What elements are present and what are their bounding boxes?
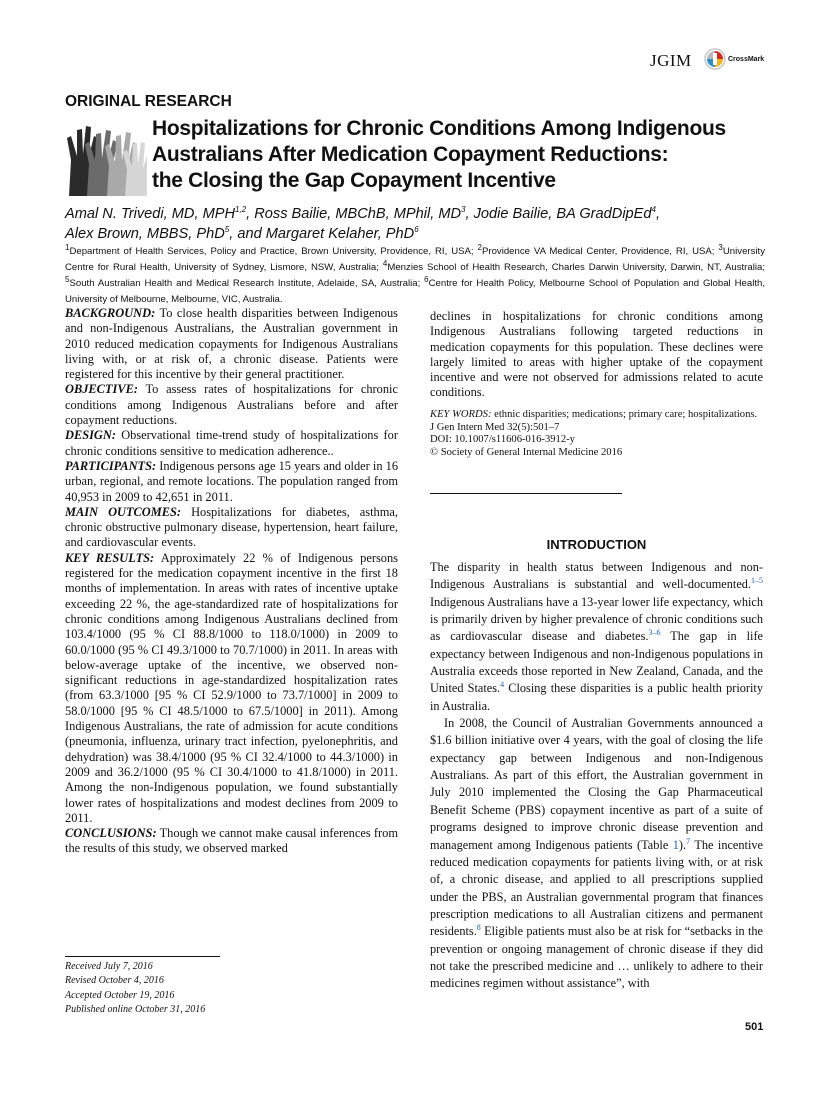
abstract-continued: declines in hospitalizations for chronic conditions among Indigenous Australians following targeted reductions in medication copayments for this population. These declines were largely limited to areas with higher uptake of the copayment incentive and were not observed for admissions related to acute conditions.	[430, 309, 763, 400]
affiliations	[65, 244, 765, 308]
abstract-label: DESIGN:	[65, 428, 116, 443]
author-name: Ross Bailie, MBChB, MPhil, MD	[254, 206, 462, 222]
affil-text: Centre for Health Policy, Melbourne School of Population and Global Health, University of Melbourne, Melbourne, VIC, Australia.	[65, 278, 765, 305]
abstract-label: BACKGROUND:	[65, 306, 156, 320]
intro-paragraph: In 2008, the Council of Australian Governments announced a $1.6 billion initiative over 4 years, with the goal of closing the life expectancy gap between Indigenous and non-Indigenous Australians. As part of this effort, the Australian government in July 2010 implemented the Closing the Gap Pharmaceutical Benefit Scheme (PBS) copayment incentive as part of a suite of programs designed to improve chronic disease prevention and management among Indigenous patients (Table 1).$^7$ The incentive reduced medication copayments for patients living with, or at risk of, a chronic disease, and applied to all prescriptions supplied under the PBS, an Australian governmental program that finances prescription medications to all Australian citizens and permanent residents.$^8$ Eligible patients must also be at risk for “setbacks in the prevention or ongoing management of chronic disease if they did not take the prescribed medicine and … unlikely to adhere to their medicines regimen without assistance”, with	[430, 716, 763, 991]
introduction-body	[430, 559, 763, 993]
date-published: Published online October 31, 2016	[65, 1004, 206, 1016]
abstract-label: OBJECTIVE:	[65, 382, 138, 397]
author-affil-sup: 6	[414, 225, 419, 235]
abstract-results: KEY RESULTS: Approximately 22 % of Indigenous persons registered for the medication copayment incentive in the first 18 months of implementation. In areas with rates of incentive uptake exceeding 22 %, the age-standardized rate of hospitalizations for chronic conditions among Indigenous Australians declined from 103.4/1000 (95 % CI 88.8/1000 to 118.0/1000) in 2009 to 60.0/1000 (95 % CI 49.3/1000 to 70.7/1000) in 2011. In areas with below-average uptake of the incentive, we observed non-significant reductions in age-standardized hospitalization rates (from 63.3/1000 [95 % CI 52.9/1000 to 73.7/1000] in 2009 to 58.0/1000 [95 % CI 48.5/1000 to 67.5/1000] in 2011). Among Indigenous Australians, the rate of admission for acute conditions (pneumonia, influenza, urinary tract infection, pyelonephritis, and dehydration) was 38.4/1000 (95 % CI 32.4/1000 to 44.3/1000) in 2009 and 36.2/1000 (95 % CI 30.4/1000 to 41.8/1000) in 2011. Among the non-Indigenous population, we found substantially lower rates of hospitalizations and modest declines from 2009 to 2011.	[65, 550, 398, 825]
page-number: 501	[745, 1021, 764, 1033]
divider	[430, 493, 622, 494]
abstract-background: BACKGROUND: To close health disparities between Indigenous and non-Indigenous Australians, the Australian government in 2010 reduced medication copayments for Indigenous Australians living with, or at risk of, a chronic disease. Patients were registered for this incentive by their general practitioner.	[65, 306, 398, 382]
introduction-heading: INTRODUCTION	[546, 537, 647, 552]
author-affil-sup: 4	[651, 205, 656, 215]
affil-sup: 1	[65, 242, 70, 252]
abstract-conclusions: CONCLUSIONS: Though we cannot make causal inferences from the results of this study, we observed marked	[65, 826, 398, 856]
author-name: Alex Brown, MBBS, PhD	[65, 226, 225, 242]
table-link[interactable]: 1	[672, 837, 679, 852]
journal-name: JGIM	[650, 51, 692, 70]
affil-sup: 4	[382, 258, 388, 268]
citation: J Gen Intern Med 32(5):501–7	[430, 421, 560, 433]
author-affil-sup: 1,2	[235, 205, 247, 215]
intro-paragraph: The disparity in health status between Indigenous and non-Indigenous Australians is substantial and well-documented.$^{1-5}$ Indigenous Australians have a 13-year lower life expectancy, which is primarily driven by higher prevalence of chronic conditions such as cardiovascular disease and diabetes.$^{3-6}$ The gap in life expectancy between Indigenous and non-Indigenous populations in Australia exceeds those reported in New Zealand, Canada, and the United States.$^4$ Closing these disparities is a public health priority in Australia.	[430, 560, 763, 713]
affil-text: Providence VA Medical Center, Providence, RI, USA;	[481, 246, 719, 257]
author-name: Jodie Bailie, BA GradDipEd	[473, 206, 652, 222]
author-name: Margaret Kelaher, PhD	[265, 226, 415, 242]
author-list: Amal N. Trivedi, MD, MPH$^{1,2}$, Ross Bailie, MBChB, MPhil, $MD^3$, Jodie Bailie, BA GradDipEd$^4$, Alex Brown, MBBS, PhD$^5$, and Margaret Kelaher, PhD$^6$	[65, 205, 661, 242]
affil-sup: 5	[65, 274, 70, 284]
divider	[65, 956, 220, 957]
affil-sup: 3	[718, 242, 723, 252]
crossmark-icon[interactable]	[704, 48, 726, 70]
title-line: Hospitalizations for Chronic Conditions Among Indigenous	[152, 117, 726, 140]
article-dates	[65, 960, 205, 1018]
affil-text: South Australian Health and Medical Research Institute, Adelaide, SA, Australia;	[69, 278, 425, 289]
abstract-outcomes: MAIN OUTCOMES: Hospitalizations for diabetes, asthma, chronic obstructive pulmonary disease, hypertension, heart failure, and cardiovascular events.	[65, 504, 398, 550]
abstract-label: PARTICIPANTS:	[65, 458, 157, 473]
abstract-participants: PARTICIPANTS: Indigenous persons age 15 years and older in 16 urban, regional, and remote locations. The population ranged from 40,953 in 2009 to 42,651 in 2011.	[65, 458, 399, 504]
doi-link[interactable]: DOI: 10.1007/s11606-016-3912-y	[430, 434, 575, 446]
date-revised: Revised October 4, 2016	[65, 975, 164, 987]
keywords-label: KEY WORDS:	[430, 409, 492, 420]
reference-link[interactable]: 8	[476, 923, 481, 933]
section-label: ORIGINAL RESEARCH	[65, 93, 232, 110]
hands-logo-icon	[65, 116, 147, 196]
copyright: © Society of General Internal Medicine 2016	[430, 446, 623, 458]
affil-text: University Centre for Rural Health, University of Sydney, Lismore, NSW, Australia;	[65, 246, 765, 273]
date-accepted: Accepted October 19, 2016	[65, 989, 175, 1001]
keywords-block	[430, 409, 763, 459]
author-affil-sup: 5	[224, 225, 230, 235]
abstract-label: CONCLUSIONS:	[65, 826, 157, 841]
title-line: Australians After Medication Copayment Reductions:	[152, 143, 669, 166]
abstract	[65, 306, 398, 857]
title-line: the Closing the Gap Copayment Incentive	[152, 169, 556, 192]
affil-sup: 6	[424, 274, 429, 284]
date-received: Received July 7, 2016	[65, 961, 153, 972]
crossmark-label[interactable]: CrossMark	[728, 56, 765, 63]
abstract-label: MAIN OUTCOMES:	[65, 504, 182, 519]
reference-link[interactable]: 1–5	[751, 576, 763, 586]
reference-link[interactable]: 7	[686, 836, 691, 846]
author-name: Amal N. Trivedi, MD, MPH	[65, 206, 236, 222]
abstract-design: DESIGN: Observational time-trend study of hospitalizations for chronic conditions sensitive to medication adherence..	[65, 428, 398, 458]
abstract-label: KEY RESULTS:	[65, 550, 155, 565]
affil-sup: 2	[477, 242, 482, 252]
keywords-text: ethnic disparities; medications; primary care; hospitalizations.	[491, 409, 758, 420]
author-affil-sup: 3	[461, 205, 466, 215]
reference-link[interactable]: 3–6	[648, 628, 661, 638]
reference-link[interactable]: 4	[500, 680, 505, 690]
abstract-objective: OBJECTIVE: To assess rates of hospitalizations for chronic conditions among Indigenous Australians before and after copayment reductions.	[65, 382, 398, 428]
article-title	[152, 116, 772, 194]
affil-text: Menzies School of Health Research, Charles Darwin University, Darwin, NT, Australia;	[387, 262, 765, 273]
affil-text: Department of Health Services, Policy and Practice, Brown University, Providence, RI, USA;	[69, 246, 478, 257]
